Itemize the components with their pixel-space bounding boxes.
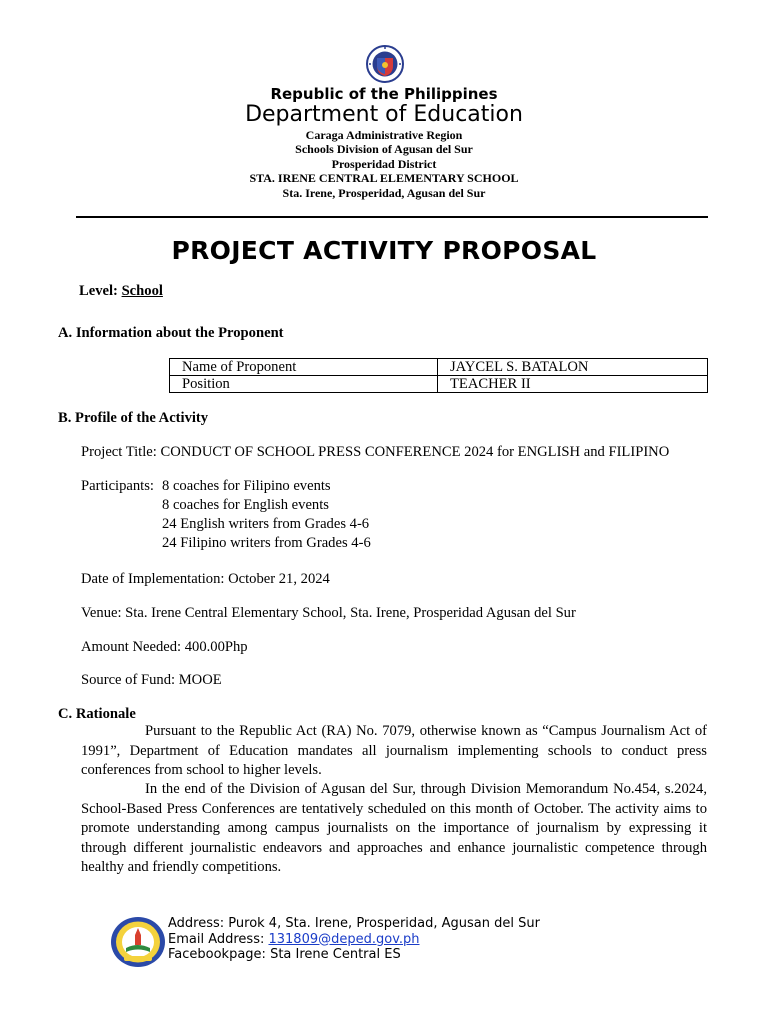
- source-of-fund: Source of Fund: MOOE: [81, 672, 222, 688]
- table-cell-value: JAYCEL S. BATALON: [438, 359, 708, 376]
- participant-item: 8 coaches for English events: [162, 497, 329, 513]
- venue: Venue: Sta. Irene Central Elementary School, Sta. Irene, Prosperidad Agusan del Sur: [81, 605, 576, 621]
- header-line-address: Sta. Irene, Prosperidad, Agusan del Sur: [282, 186, 486, 200]
- participant-item: 24 Filipino writers from Grades 4-6: [162, 535, 371, 551]
- footer-facebook: Facebookpage: Sta Irene Central ES: [168, 947, 401, 962]
- table-cell-label: Name of Proponent: [170, 359, 438, 376]
- participant-item: 24 English writers from Grades 4-6: [162, 516, 370, 532]
- page-title: PROJECT ACTIVITY PROPOSAL: [171, 236, 597, 265]
- project-title: Project Title: CONDUCT OF SCHOOL PRESS CONFERENCE 2024 for ENGLISH and FILIPINO: [81, 444, 670, 460]
- section-c-heading: C. Rationale: [58, 706, 136, 722]
- header-line-school: STA. IRENE CENTRAL ELEMENTARY SCHOOL: [249, 171, 519, 185]
- footer-email-link[interactable]: 131809@deped.gov.ph: [268, 931, 420, 947]
- header-line-region: Caraga Administrative Region: [305, 128, 463, 142]
- table-cell-label: Position: [170, 376, 438, 393]
- school-seal-icon: [110, 916, 166, 968]
- participant-item: 8 coaches for Filipino events: [162, 478, 331, 494]
- republic-heading: Republic of the Philippines: [270, 85, 498, 103]
- level-line: [79, 283, 163, 300]
- header-line-district: Prosperidad District: [331, 157, 437, 171]
- table-row: [170, 359, 708, 376]
- header-line-division: Schools Division of Agusan del Sur: [295, 142, 473, 156]
- participants-label: Participants:: [81, 478, 154, 494]
- deped-seal-icon: [366, 44, 404, 84]
- header-divider: [76, 216, 708, 218]
- table-row: [170, 376, 708, 393]
- table-cell-value: TEACHER II: [438, 376, 708, 393]
- footer-contact: [168, 916, 540, 963]
- section-a-heading: A. Information about the Proponent: [58, 325, 284, 341]
- level-value: School: [121, 283, 163, 299]
- rationale-paragraph-2: In the end of the Division of Agusan del Sur, through Division Memorandum No.454, s.2024, School-Based Press Conferences are tentatively scheduled on this month of October. The activity aims to promote understanding among campus journalists on the importance of journalism by expressing it through different journalistic endeavors and approaches and enhance journalistic competence through healthy and friendly competitions.: [81, 781, 707, 875]
- proponent-table: [169, 358, 708, 393]
- department-heading: Department of Education: [245, 102, 523, 127]
- rationale-paragraph-1: Pursuant to the Republic Act (RA) No. 7079, otherwise known as “Campus Journalism Act of 1991”, Department of Education mandates all journalism implementing schools to conduct press conferences from school to higher levels.: [81, 723, 707, 778]
- footer-email-line: [168, 932, 540, 948]
- level-label: Level:: [79, 283, 118, 299]
- section-b-heading: B. Profile of the Activity: [58, 410, 209, 426]
- footer-email-label: Email Address:: [168, 931, 269, 947]
- footer-address: Address: Purok 4, Sta. Irene, Prosperidad, Agusan del Sur: [168, 916, 540, 931]
- date-of-implementation: Date of Implementation: October 21, 2024: [81, 571, 330, 587]
- amount-needed: Amount Needed: 400.00Php: [81, 639, 248, 655]
